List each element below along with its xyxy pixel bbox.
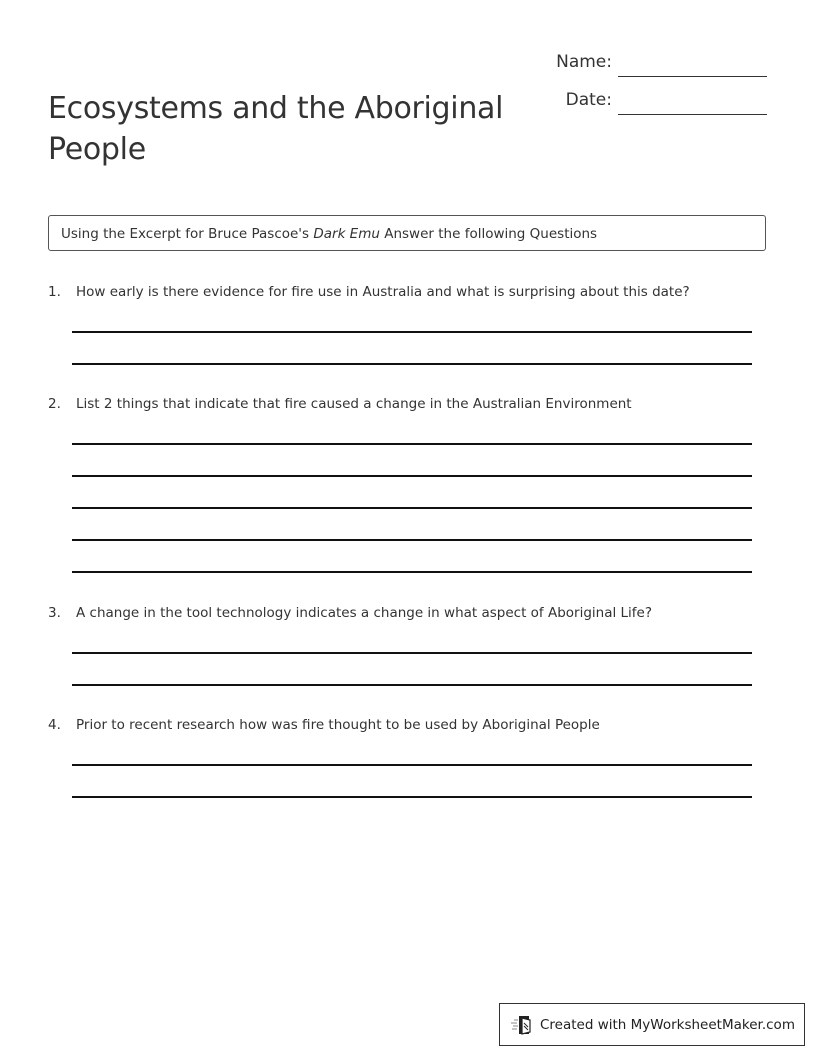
question-text: List 2 things that indicate that fire caused a change in the Australian Environment [76,396,632,412]
answer-line[interactable] [72,684,752,686]
answer-line[interactable] [72,363,752,365]
answer-line[interactable] [72,475,752,477]
question-text: How early is there evidence for fire use in Australia and what is surprising about this date? [76,284,690,300]
worksheet-maker-logo-icon [510,1014,534,1036]
answer-line[interactable] [72,539,752,541]
instructions-box [48,215,766,251]
name-label: Name: [556,52,612,72]
footer-credit[interactable] [499,1003,805,1046]
answer-line[interactable] [72,652,752,654]
answer-line[interactable] [72,331,752,333]
question-number: 3. [48,605,61,621]
worksheet-title: Ecosystems and the Aboriginal People [48,91,504,167]
date-label: Date: [565,90,612,110]
instructions-suffix: Answer the following Questions [379,226,598,242]
book-title: Dark Emu [313,226,380,242]
question-number: 2. [48,396,61,412]
answer-line[interactable] [72,571,752,573]
answer-line[interactable] [72,796,752,798]
instructions-prefix: Using the Excerpt for Bruce Pascoe's [61,226,314,242]
question-number: 4. [48,717,61,733]
question-text: Prior to recent research how was fire thought to be used by Aboriginal People [76,717,600,733]
question-number: 1. [48,284,61,300]
answer-line[interactable] [72,443,752,445]
date-input-line[interactable] [618,114,767,115]
answer-line[interactable] [72,507,752,509]
question-text: A change in the tool technology indicates a change in what aspect of Aboriginal Life? [76,605,653,621]
footer-text: Created with MyWorksheetMaker.com [540,1016,795,1033]
answer-line[interactable] [72,764,752,766]
name-input-line[interactable] [618,76,767,77]
